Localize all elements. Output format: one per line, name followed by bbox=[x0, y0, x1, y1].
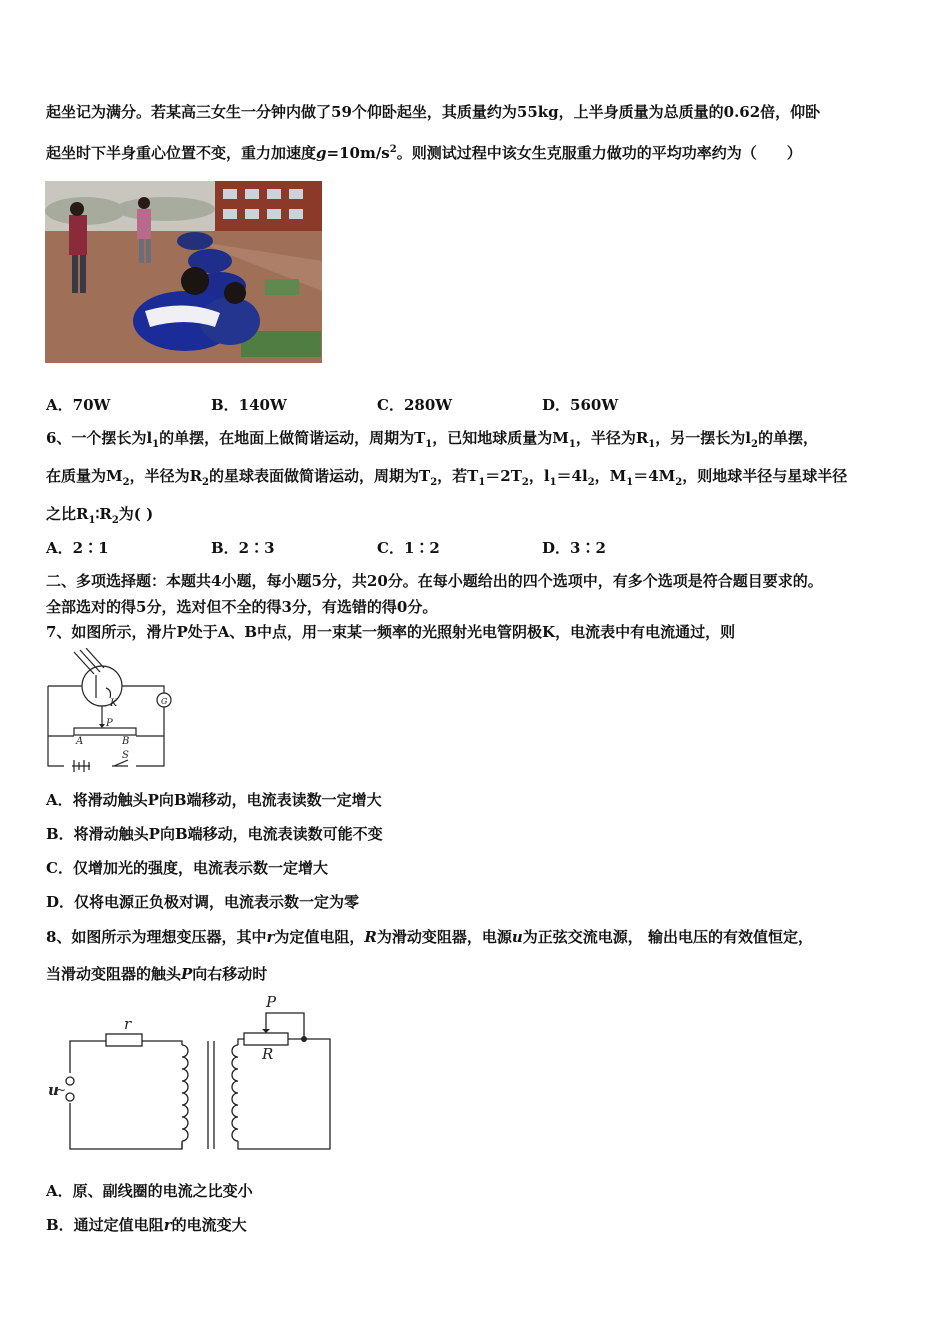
label-a: A bbox=[76, 736, 84, 747]
q5-option-b[interactable]: B．140W bbox=[211, 396, 287, 414]
label-s: S bbox=[122, 750, 129, 761]
q5-option-a[interactable]: A．70W bbox=[46, 396, 111, 414]
q6-stem-line2: 在质量为$M_2$，半径为$R_2$的星球表面做简谐运动，周期为$T_2$，若$T_1=2T_2$，$l_1=4l_2$，$M_1=4M_2$，则地球半径与星球半径 bbox=[46, 467, 848, 488]
q7-option-b[interactable]: B．将滑动触头P向B端移动，电流表读数可能不变 bbox=[46, 825, 383, 843]
label-p: P bbox=[106, 718, 113, 729]
label-p: P bbox=[266, 993, 277, 1011]
label-k: K bbox=[110, 698, 118, 709]
section2-heading-line2: 全部选对的得5分，选对但不全的得3分，有选错的得0分。 bbox=[46, 598, 438, 616]
q7-option-c[interactable]: C．仅增加光的强度，电流表示数一定增大 bbox=[46, 859, 328, 877]
q8-option-a[interactable]: A．原、副线圈的电流之比变小 bbox=[46, 1182, 253, 1200]
q5-option-d[interactable]: D．560W bbox=[542, 396, 619, 414]
q8-stem-line1: 8、如图所示为理想变压器，其中r为定值电阻，R为滑动变阻器，电源u为正弦交流电源， 输出电压的有效值恒定， bbox=[46, 928, 813, 946]
q7-stem: 7、如图所示，滑片P处于A、B中点，用一束某一频率的光照射光电管阴极K，电流表中有电流通过，则 bbox=[46, 623, 736, 641]
label-b: B bbox=[122, 736, 130, 747]
q5-stem-line2: 起坐时下半身重心位置不变，重力加速度$g=10m/s^2$。则测试过程中该女生克服重力做功的平均功率约为（ ） bbox=[46, 144, 802, 162]
q8-option-b[interactable]: B．通过定值电阻r的电流变大 bbox=[46, 1216, 247, 1234]
q6-stem-line1: 6、一个摆长为$l_1$的单摆，在地面上做简谐运动，周期为$T_1$，已知地球质量为$M_1$，半径为$R_1$，另一摆长为$l_2$的单摆， bbox=[46, 429, 818, 450]
q8-stem-line2: 当滑动变阻器的触头P向右移动时 bbox=[46, 965, 268, 983]
label-R: R bbox=[262, 1045, 274, 1063]
section2-heading-line1: 二、多项选择题：本题共4小题，每小题5分，共20分。在每小题给出的四个选项中，有多个选项是符合题目要求的。 bbox=[46, 572, 823, 590]
situp-photo bbox=[45, 181, 322, 363]
q7-option-a[interactable]: A．将滑动触头P向B端移动，电流表读数一定增大 bbox=[46, 791, 382, 809]
photoelectric-circuit-diagram bbox=[44, 648, 180, 772]
q5-stem-line1: 起坐记为满分。若某高三女生一分钟内做了59个仰卧起坐，其质量约为55kg，上半身质量为总质量的0.62倍，仰卧 bbox=[46, 103, 821, 121]
svg-text:~: ~ bbox=[56, 1083, 67, 1097]
transformer-circuit-diagram bbox=[46, 993, 336, 1155]
q6-option-d[interactable]: D．3∶2 bbox=[542, 539, 606, 557]
q6-stem-line3: 之比$R_1∶R_2$为( ) bbox=[46, 505, 154, 526]
label-r: r bbox=[124, 1015, 132, 1033]
q6-option-b[interactable]: B．2∶3 bbox=[211, 539, 275, 557]
q6-option-c[interactable]: C．1∶2 bbox=[377, 539, 440, 557]
q6-option-a[interactable]: A．2∶1 bbox=[46, 539, 109, 557]
label-u: u bbox=[48, 1081, 59, 1099]
q7-option-d[interactable]: D．仅将电源正负极对调，电流表示数一定为零 bbox=[46, 893, 360, 911]
label-g: G bbox=[161, 697, 168, 706]
q5-option-c[interactable]: C．280W bbox=[377, 396, 453, 414]
